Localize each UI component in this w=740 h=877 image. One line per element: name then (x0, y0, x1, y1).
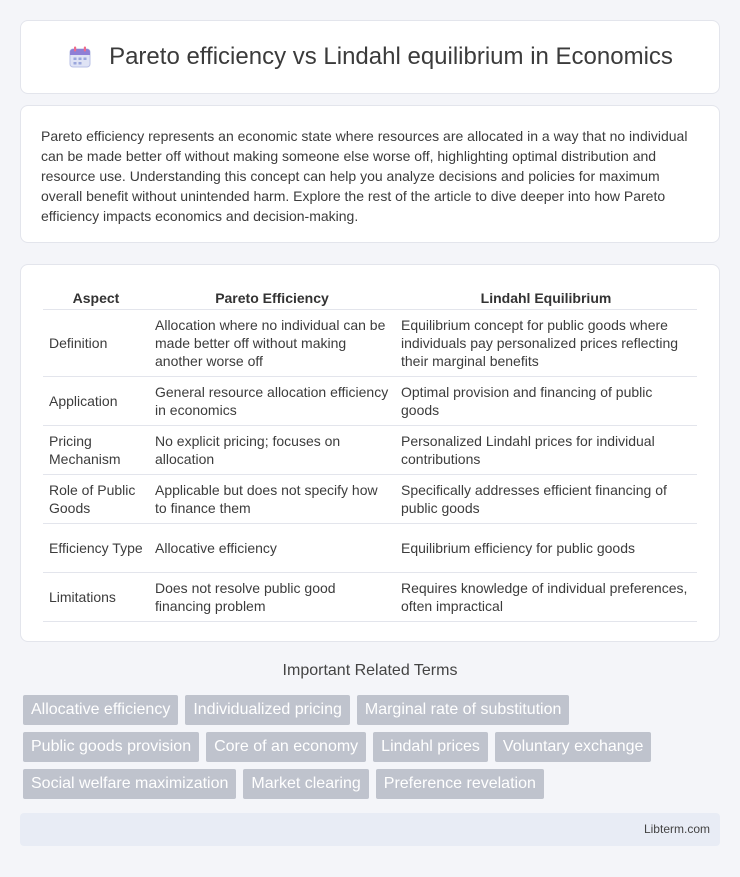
calendar-icon (67, 44, 93, 70)
related-term-tag[interactable]: Lindahl prices (373, 732, 488, 762)
table-row (43, 573, 697, 622)
table-cell-aspect: Role of Public Goods (43, 475, 149, 524)
comparison-table (43, 285, 697, 622)
table-row (43, 377, 697, 426)
related-term-tag[interactable]: Individualized pricing (185, 695, 350, 725)
page-title: Pareto efficiency vs Lindahl equilibrium in Economics (109, 43, 673, 70)
related-term-tag[interactable]: Social welfare maximization (23, 769, 236, 799)
table-cell-lindahl: Personalized Lindahl prices for individual contributions (395, 426, 697, 475)
related-terms-list (23, 695, 723, 799)
table-row (43, 426, 697, 475)
related-term-tag[interactable]: Allocative efficiency (23, 695, 178, 725)
table-cell-pareto: General resource allocation efficiency in economics (149, 377, 395, 426)
column-header-aspect: Aspect (43, 285, 149, 310)
related-term-tag[interactable]: Marginal rate of substitution (357, 695, 570, 725)
table-cell-pareto: Allocative efficiency (149, 524, 395, 573)
header-card (20, 20, 720, 94)
related-term-tag[interactable]: Preference revelation (376, 769, 544, 799)
table-row (43, 524, 697, 573)
column-header-lindahl: Lindahl Equilibrium (395, 285, 697, 310)
table-row (43, 310, 697, 377)
table-header-row (43, 285, 697, 310)
related-terms-title: Important Related Terms (282, 662, 458, 679)
table-cell-aspect: Definition (43, 310, 149, 377)
footer (20, 813, 720, 846)
table-cell-pareto: No explicit pricing; focuses on allocation (149, 426, 395, 475)
table-row (43, 475, 697, 524)
table-cell-pareto: Allocation where no individual can be made better off without making another worse off (149, 310, 395, 377)
table-cell-aspect: Efficiency Type (43, 524, 149, 573)
table-cell-pareto: Applicable but does not specify how to finance them (149, 475, 395, 524)
footer-site-link[interactable]: Libterm.com (643, 822, 710, 836)
table-cell-aspect: Application (43, 377, 149, 426)
column-header-pareto: Pareto Efficiency (149, 285, 395, 310)
table-cell-lindahl: Optimal provision and financing of public goods (395, 377, 697, 426)
related-term-tag[interactable]: Public goods provision (23, 732, 199, 762)
intro-card (20, 105, 720, 243)
related-term-tag[interactable]: Voluntary exchange (495, 732, 652, 762)
comparison-table-card (20, 264, 720, 642)
related-term-tag[interactable]: Market clearing (243, 769, 368, 799)
table-cell-aspect: Limitations (43, 573, 149, 622)
intro-paragraph: Pareto efficiency represents an economic state where resources are allocated in a way that no individual can be made better off without making someone else worse off, highlighting optimal distribution and resource use. Understanding this concept can help you analyze decisions and policies for maximum overall benefit without unintended harm. Explore the rest of the article to dive deeper into how Pareto efficiency impacts economics and decision-making. (41, 128, 688, 224)
title-wrap (67, 43, 673, 71)
table-cell-lindahl: Equilibrium efficiency for public goods (395, 524, 697, 573)
table-cell-aspect: Pricing Mechanism (43, 426, 149, 475)
table-cell-pareto: Does not resolve public good financing problem (149, 573, 395, 622)
table-cell-lindahl: Equilibrium concept for public goods where individuals pay personalized prices reflecting their marginal benefits (395, 310, 697, 377)
table-cell-lindahl: Requires knowledge of individual preferences, often impractical (395, 573, 697, 622)
related-term-tag[interactable]: Core of an economy (206, 732, 366, 762)
table-cell-lindahl: Specifically addresses efficient financing of public goods (395, 475, 697, 524)
